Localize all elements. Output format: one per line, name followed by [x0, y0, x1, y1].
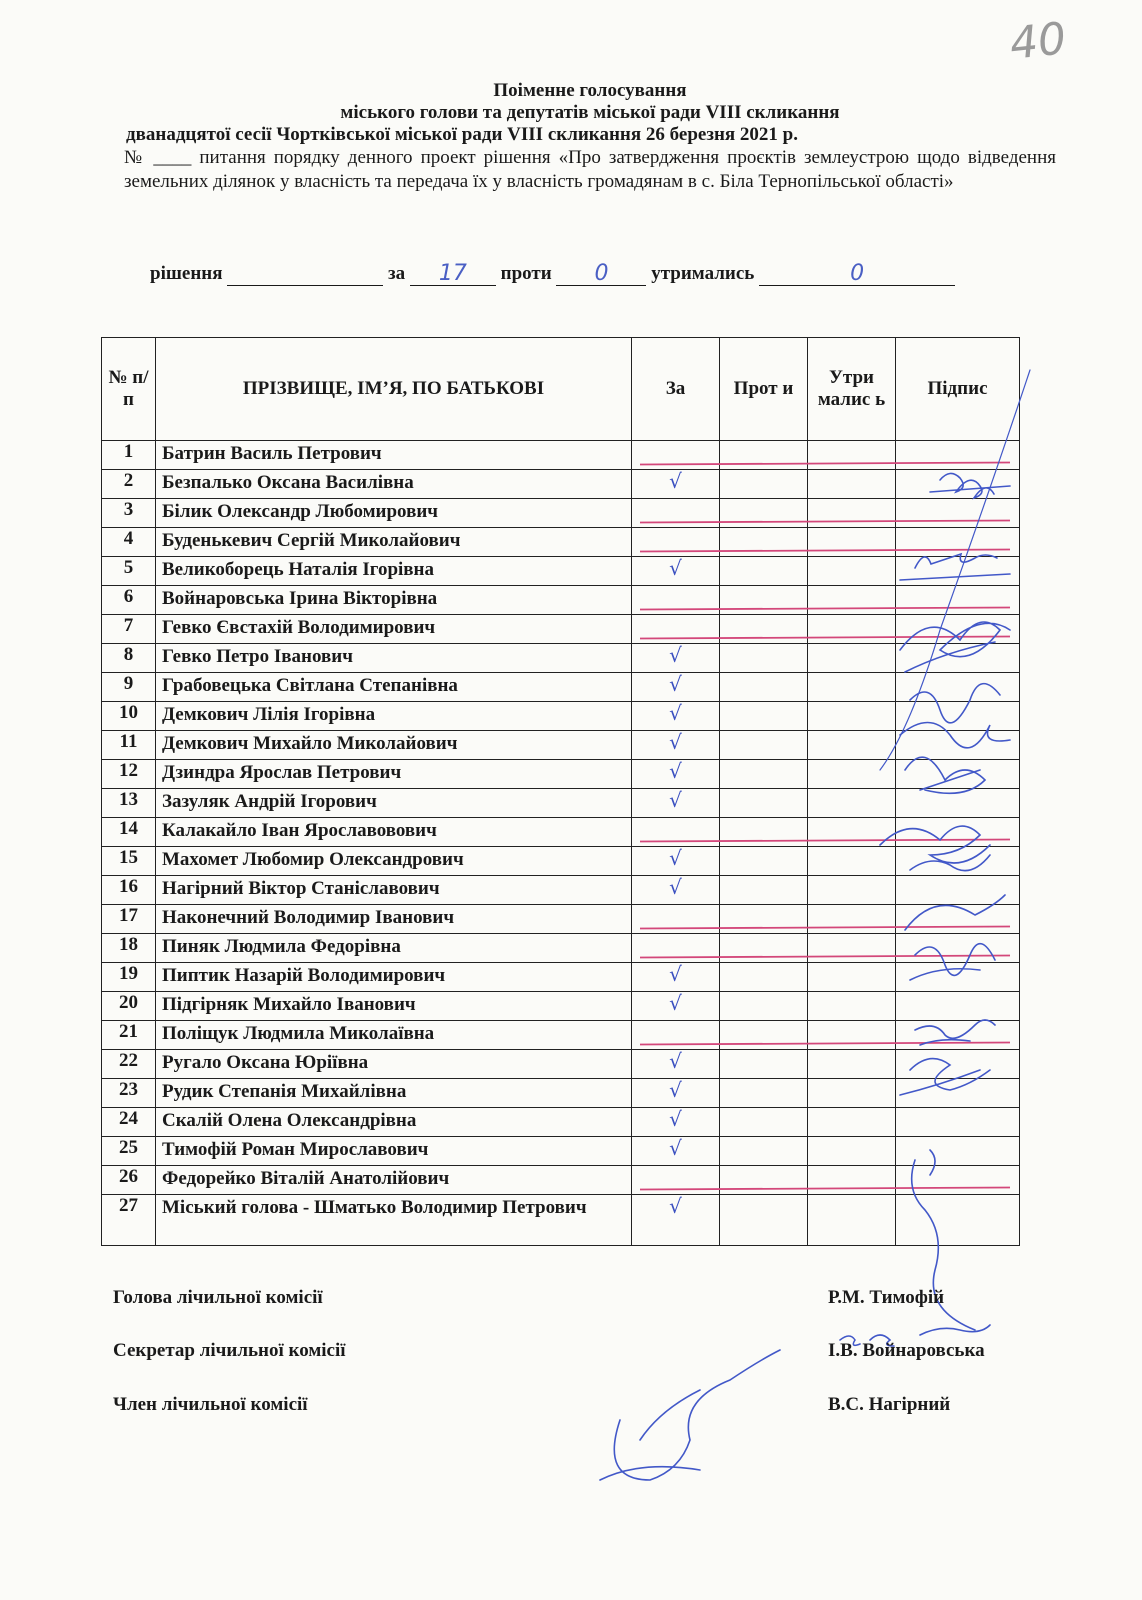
table-row — [102, 905, 1020, 934]
row-vote-abstain — [808, 1079, 896, 1108]
row-number: 23 — [102, 1079, 156, 1108]
row-number: 16 — [102, 876, 156, 905]
row-vote-against — [720, 1021, 808, 1050]
row-name: Демкович Михайло Миколайович — [156, 731, 632, 760]
row-vote-abstain — [808, 847, 896, 876]
document-title: Поіменне голосування — [493, 80, 687, 101]
row-vote-for — [632, 934, 720, 963]
row-vote-against — [720, 876, 808, 905]
row-vote-against — [720, 1050, 808, 1079]
row-vote-for: √ — [632, 1079, 720, 1108]
row-vote-against — [720, 1166, 808, 1195]
row-vote-abstain — [808, 441, 896, 470]
row-vote-for: √ — [632, 789, 720, 818]
row-vote-against — [720, 934, 808, 963]
against-label: проти — [500, 263, 552, 284]
row-vote-abstain — [808, 644, 896, 673]
row-vote-for — [632, 615, 720, 644]
abstained-count: 0 — [759, 265, 955, 286]
table-row — [102, 1195, 1020, 1246]
row-signature — [896, 1137, 1020, 1166]
row-vote-against — [720, 441, 808, 470]
row-signature — [896, 499, 1020, 528]
row-signature — [896, 441, 1020, 470]
row-number: 9 — [102, 673, 156, 702]
table-row — [102, 876, 1020, 905]
row-vote-for: √ — [632, 731, 720, 760]
row-vote-against — [720, 992, 808, 1021]
row-name: Міський голова - Шматько Володимир Петрович — [156, 1195, 632, 1246]
table-row — [102, 1021, 1020, 1050]
row-vote-for — [632, 905, 720, 934]
table-row — [102, 586, 1020, 615]
row-signature — [896, 818, 1020, 847]
row-vote-against — [720, 1079, 808, 1108]
table-row — [102, 847, 1020, 876]
row-vote-against — [720, 1108, 808, 1137]
row-number: 22 — [102, 1050, 156, 1079]
row-vote-abstain — [808, 586, 896, 615]
row-vote-for: √ — [632, 963, 720, 992]
table-row — [102, 557, 1020, 586]
decision-blank — [227, 265, 383, 286]
table-row — [102, 963, 1020, 992]
row-name: Гевко Євстахій Володимирович — [156, 615, 632, 644]
header-against: Прот и — [720, 338, 808, 441]
row-vote-against — [720, 615, 808, 644]
row-vote-for: √ — [632, 992, 720, 1021]
footer-signature-chair — [600, 1350, 780, 1480]
abstained-label: утримались — [651, 263, 755, 284]
row-vote-against — [720, 557, 808, 586]
row-vote-against — [720, 1137, 808, 1166]
row-name: Безпалько Оксана Василівна — [156, 470, 632, 499]
row-number: 19 — [102, 963, 156, 992]
row-number: 20 — [102, 992, 156, 1021]
chair-name: Р.М. Тимофій — [828, 1287, 945, 1308]
row-signature — [896, 1166, 1020, 1195]
table-row — [102, 441, 1020, 470]
row-number: 8 — [102, 644, 156, 673]
row-number: 17 — [102, 905, 156, 934]
row-number: 25 — [102, 1137, 156, 1166]
row-signature — [896, 470, 1020, 499]
for-count: 17 — [410, 265, 496, 286]
row-vote-abstain — [808, 934, 896, 963]
row-vote-abstain — [808, 499, 896, 528]
row-name: Махомет Любомир Олександрович — [156, 847, 632, 876]
row-number: 1 — [102, 441, 156, 470]
table-row — [102, 528, 1020, 557]
chair-label: Голова лічильної комісії — [113, 1287, 323, 1308]
document-header — [124, 80, 1056, 194]
row-vote-abstain — [808, 905, 896, 934]
row-vote-against — [720, 673, 808, 702]
row-vote-abstain — [808, 876, 896, 905]
page-number: 40 — [1007, 13, 1069, 70]
row-vote-against — [720, 1195, 808, 1246]
for-label: за — [388, 263, 406, 284]
table-row — [102, 644, 1020, 673]
row-vote-abstain — [808, 1108, 896, 1137]
row-vote-abstain — [808, 557, 896, 586]
row-name: Батрин Василь Петрович — [156, 441, 632, 470]
table-row — [102, 789, 1020, 818]
row-name: Скалій Олена Олександрівна — [156, 1108, 632, 1137]
row-vote-for: √ — [632, 1108, 720, 1137]
row-number: 18 — [102, 934, 156, 963]
row-vote-abstain — [808, 731, 896, 760]
row-vote-abstain — [808, 818, 896, 847]
row-vote-for: √ — [632, 1195, 720, 1246]
row-signature — [896, 586, 1020, 615]
row-signature — [896, 847, 1020, 876]
row-vote-for: √ — [632, 644, 720, 673]
row-number: 6 — [102, 586, 156, 615]
table-row — [102, 1079, 1020, 1108]
row-vote-against — [720, 963, 808, 992]
member-label: Член лічильної комісії — [113, 1394, 308, 1415]
row-vote-abstain — [808, 702, 896, 731]
row-vote-for: √ — [632, 557, 720, 586]
row-vote-abstain — [808, 760, 896, 789]
row-number: 3 — [102, 499, 156, 528]
session-line: дванадцятої сесії Чортківської міської ради VIII скликання 26 березня 2021 р. — [126, 124, 798, 145]
row-number: 7 — [102, 615, 156, 644]
table-row — [102, 992, 1020, 1021]
member-name: В.С. Нагірний — [828, 1394, 951, 1415]
row-name: Буденькевич Сергій Миколайович — [156, 528, 632, 557]
table-row — [102, 731, 1020, 760]
row-vote-for — [632, 1166, 720, 1195]
row-vote-against — [720, 470, 808, 499]
row-name: Дзиндра Ярослав Петрович — [156, 760, 632, 789]
row-vote-abstain — [808, 992, 896, 1021]
row-number: 26 — [102, 1166, 156, 1195]
row-vote-against — [720, 731, 808, 760]
row-name: Підгірняк Михайло Іванович — [156, 992, 632, 1021]
row-vote-for: √ — [632, 673, 720, 702]
row-vote-for — [632, 818, 720, 847]
row-signature — [896, 876, 1020, 905]
row-vote-abstain — [808, 1021, 896, 1050]
row-vote-abstain — [808, 528, 896, 557]
row-vote-abstain — [808, 470, 896, 499]
table-row — [102, 1050, 1020, 1079]
row-vote-abstain — [808, 1195, 896, 1246]
row-vote-for: √ — [632, 760, 720, 789]
table-row — [102, 1137, 1020, 1166]
row-vote-abstain — [808, 1166, 896, 1195]
row-vote-abstain — [808, 673, 896, 702]
row-vote-against — [720, 789, 808, 818]
row-name: Гевко Петро Іванович — [156, 644, 632, 673]
row-number: 10 — [102, 702, 156, 731]
row-name: Тимофій Роман Мирославович — [156, 1137, 632, 1166]
row-name: Нагірний Віктор Станіславович — [156, 876, 632, 905]
row-number: 12 — [102, 760, 156, 789]
row-vote-against — [720, 818, 808, 847]
row-name: Білик Олександр Любомирович — [156, 499, 632, 528]
table-row — [102, 818, 1020, 847]
document-subtitle: міського голови та депутатів міської ради VIII скликання — [340, 102, 840, 123]
row-name: Калакайло Іван Ярославовович — [156, 818, 632, 847]
row-name: Рудик Степанія Михайлівна — [156, 1079, 632, 1108]
row-vote-for: √ — [632, 847, 720, 876]
secretary-name: І.В. Войнаровська — [828, 1340, 985, 1361]
header-signature: Підпис — [896, 338, 1020, 441]
row-name: Ругало Оксана Юріївна — [156, 1050, 632, 1079]
row-number: 11 — [102, 731, 156, 760]
row-name: Грабовецька Світлана Степанівна — [156, 673, 632, 702]
agenda-question: № ____ питання порядку денного проект рішення «Про затвердження проєктів землеустрою щодо відведення земельних ділянок у власність та передача їх у власність громадянам в с. Біла Тернопільської області» — [124, 147, 1056, 192]
row-vote-for — [632, 528, 720, 557]
row-vote-for: √ — [632, 702, 720, 731]
table-row — [102, 470, 1020, 499]
table-row — [102, 673, 1020, 702]
row-vote-against — [720, 586, 808, 615]
row-vote-against — [720, 847, 808, 876]
row-vote-abstain — [808, 1137, 896, 1166]
row-signature — [896, 528, 1020, 557]
row-signature — [896, 702, 1020, 731]
row-signature — [896, 615, 1020, 644]
row-vote-against — [720, 905, 808, 934]
row-number: 24 — [102, 1108, 156, 1137]
row-vote-abstain — [808, 1050, 896, 1079]
voting-table — [101, 337, 1020, 1246]
result-line — [150, 262, 1030, 286]
row-signature — [896, 905, 1020, 934]
table-row — [102, 1108, 1020, 1137]
header-for: За — [632, 338, 720, 441]
row-number: 27 — [102, 1195, 156, 1246]
row-vote-against — [720, 644, 808, 673]
row-name: Пиняк Людмила Федорівна — [156, 934, 632, 963]
row-number: 5 — [102, 557, 156, 586]
row-number: 4 — [102, 528, 156, 557]
row-vote-for: √ — [632, 470, 720, 499]
header-abstain: Утри малис ь — [808, 338, 896, 441]
row-vote-for: √ — [632, 876, 720, 905]
row-name: Демкович Лілія Ігорівна — [156, 702, 632, 731]
row-vote-against — [720, 760, 808, 789]
row-signature — [896, 1050, 1020, 1079]
row-signature — [896, 760, 1020, 789]
row-signature — [896, 934, 1020, 963]
row-vote-for: √ — [632, 1050, 720, 1079]
row-number: 13 — [102, 789, 156, 818]
row-name: Войнаровська Ірина Вікторівна — [156, 586, 632, 615]
row-signature — [896, 731, 1020, 760]
row-signature — [896, 992, 1020, 1021]
row-name: Наконечний Володимир Іванович — [156, 905, 632, 934]
row-vote-abstain — [808, 963, 896, 992]
row-signature — [896, 557, 1020, 586]
row-vote-for — [632, 1021, 720, 1050]
row-vote-for — [632, 499, 720, 528]
row-signature — [896, 1108, 1020, 1137]
decision-label: рішення — [150, 263, 223, 284]
row-name: Поліщук Людмила Миколаївна — [156, 1021, 632, 1050]
row-number: 14 — [102, 818, 156, 847]
row-vote-for — [632, 441, 720, 470]
row-signature — [896, 963, 1020, 992]
table-row — [102, 615, 1020, 644]
table-row — [102, 499, 1020, 528]
row-number: 2 — [102, 470, 156, 499]
table-row — [102, 934, 1020, 963]
row-vote-against — [720, 528, 808, 557]
row-signature — [896, 1021, 1020, 1050]
table-row — [102, 760, 1020, 789]
header-name: ПРІЗВИЩЕ, ІМ’Я, ПО БАТЬКОВІ — [156, 338, 632, 441]
row-name: Пиптик Назарій Володимирович — [156, 963, 632, 992]
table-row — [102, 1166, 1020, 1195]
table-header-row — [102, 338, 1020, 441]
row-signature — [896, 1195, 1020, 1246]
row-signature — [896, 644, 1020, 673]
row-vote-for — [632, 586, 720, 615]
row-name: Зазуляк Андрій Ігорович — [156, 789, 632, 818]
secretary-label: Секретар лічильної комісії — [113, 1340, 346, 1361]
row-name: Федорейко Віталій Анатолійович — [156, 1166, 632, 1195]
row-vote-abstain — [808, 615, 896, 644]
row-vote-for: √ — [632, 1137, 720, 1166]
row-signature — [896, 673, 1020, 702]
row-vote-abstain — [808, 789, 896, 818]
voting-table-body — [102, 441, 1020, 1246]
row-number: 15 — [102, 847, 156, 876]
row-name: Великоборець Наталія Ігорівна — [156, 557, 632, 586]
row-signature — [896, 789, 1020, 818]
against-count: 0 — [556, 265, 646, 286]
header-num: № п/п — [102, 338, 156, 441]
row-signature — [896, 1079, 1020, 1108]
row-vote-against — [720, 702, 808, 731]
table-row — [102, 702, 1020, 731]
row-vote-against — [720, 499, 808, 528]
row-number: 21 — [102, 1021, 156, 1050]
